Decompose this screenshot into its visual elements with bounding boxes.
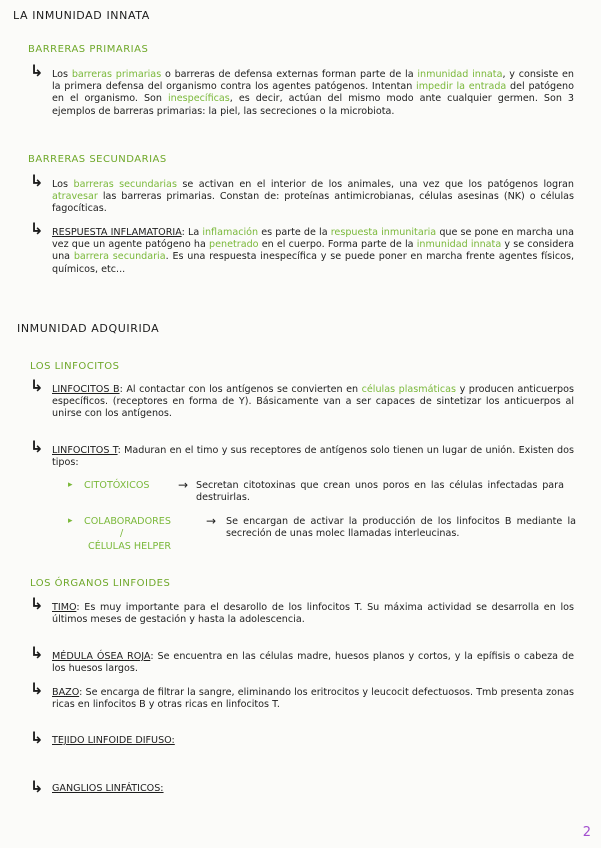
bullet-icon: ▸ [68,516,73,526]
paragraph-medula: MÉDULA ÓSEA ROJA: Se encuentra en las células madre, huesos planos y cortos, y la epífisis o cabeza de los huesos largos. [52,651,574,675]
label-celulas-helper: CÉLULAS HELPER [88,541,172,552]
heading-tejido-linfoide: TEJIDO LINFOIDE DIFUSO: [52,735,175,746]
text-colaboradores: Se encargan de activar la producción de los linfocitos B mediante la secreción de unas molec llamadas interleucinas. [226,516,576,540]
arrow-icon: ↳ [30,376,44,395]
bullet-icon: ▸ [68,480,73,490]
arrow-icon: ↳ [30,61,44,80]
arrow-right-icon: → [178,478,189,492]
heading-ganglios-linfaticos: GANGLIOS LINFÁTICOS: [52,783,164,794]
heading-barreras-primarias: BARRERAS PRIMARIAS [28,44,149,55]
page-number: 2 [582,825,591,840]
arrow-icon: ↳ [30,171,44,190]
paragraph-respuesta-inflamatoria: RESPUESTA INFLAMATORIA: La inflamación es parte de la respuesta inmunitaria que se pone en marcha una vez que un agente patógeno ha penetrado en el cuerpo. Forma parte de la inmunidad innata y se considera una barrera secundaria. Es una respuesta inespecífica y se puede poner en marcha frente agentes físicos, químicos, etc... [52,227,575,275]
arrow-icon: ↳ [30,594,44,613]
heading-organos-linfoides: LOS ÓRGANOS LINFOIDES [30,578,171,589]
arrow-icon: ↳ [30,219,44,238]
paragraph-barreras-secundarias: Los barreras secundarias se activan en el interior de los animales, una vez que los patógenos logran atravesar las barreras primarias. Constan de: proteínas antimicrobianas, células asesinas (NK) o células fagocíticas. [52,179,575,215]
arrow-icon: ↳ [30,437,44,456]
paragraph-timo: TIMO: Es muy importante para el desarollo de los linfocitos T. Su máxima actividad se desarrolla en los últimos meses de gestación y hasta la adolescencia. [52,602,574,626]
page-title-adquirida: INMUNIDAD ADQUIRIDA [17,322,160,335]
slash-mark: / [120,528,124,539]
page-title-innata: LA INMUNIDAD INNATA [13,9,150,22]
label-citotoxicos: CITOTÓXICOS [84,480,150,491]
text-citotoxicos: Secretan citotoxinas que crean unos poros en las células infectadas para destruirlas. [196,480,564,504]
arrow-icon: ↳ [30,777,44,796]
heading-barreras-secundarias: BARRERAS SECUNDARIAS [28,154,167,165]
paragraph-linfocitos-b: LINFOCITOS B: Al contactar con los antígenos se convierten en células plasmáticas y producen anticuerpos específicos. (receptores en forma de Y). Básicamente van a ser capaces de sintetizar los anticuerpos al unirse con los antígenos. [52,384,574,420]
paragraph-barreras-primarias: Los barreras primarias o barreras de defensa externas forman parte de la inmunidad innata, y consiste en la primera defensa del organismo contra los agentes patógenos. Intentan impedir la entrada del patógeno en el organismo. Son inespecíficas, es decir, actúan del mismo modo ante cualquier germen. Son 3 ejemplos de barreras primarias: la piel, las secreciones o la microbiota. [52,69,574,117]
arrow-icon: ↳ [30,679,44,698]
paragraph-bazo: BAZO: Se encarga de filtrar la sangre, eliminando los eritrocitos y leucocit defectuosos. Tmb presenta zonas ricas en linfocitos B y otras ricas en linfocitos T. [52,687,574,711]
arrow-icon: ↳ [30,643,44,662]
paragraph-linfocitos-t: LINFOCITOS T: Maduran en el timo y sus receptores de antígenos solo tienen un lugar de unión. Existen dos tipos: [52,445,575,469]
heading-linfocitos: LOS LINFOCITOS [30,361,120,372]
label-colaboradores: COLABORADORES [84,516,171,527]
arrow-icon: ↳ [30,728,44,747]
arrow-right-icon: → [206,514,217,528]
